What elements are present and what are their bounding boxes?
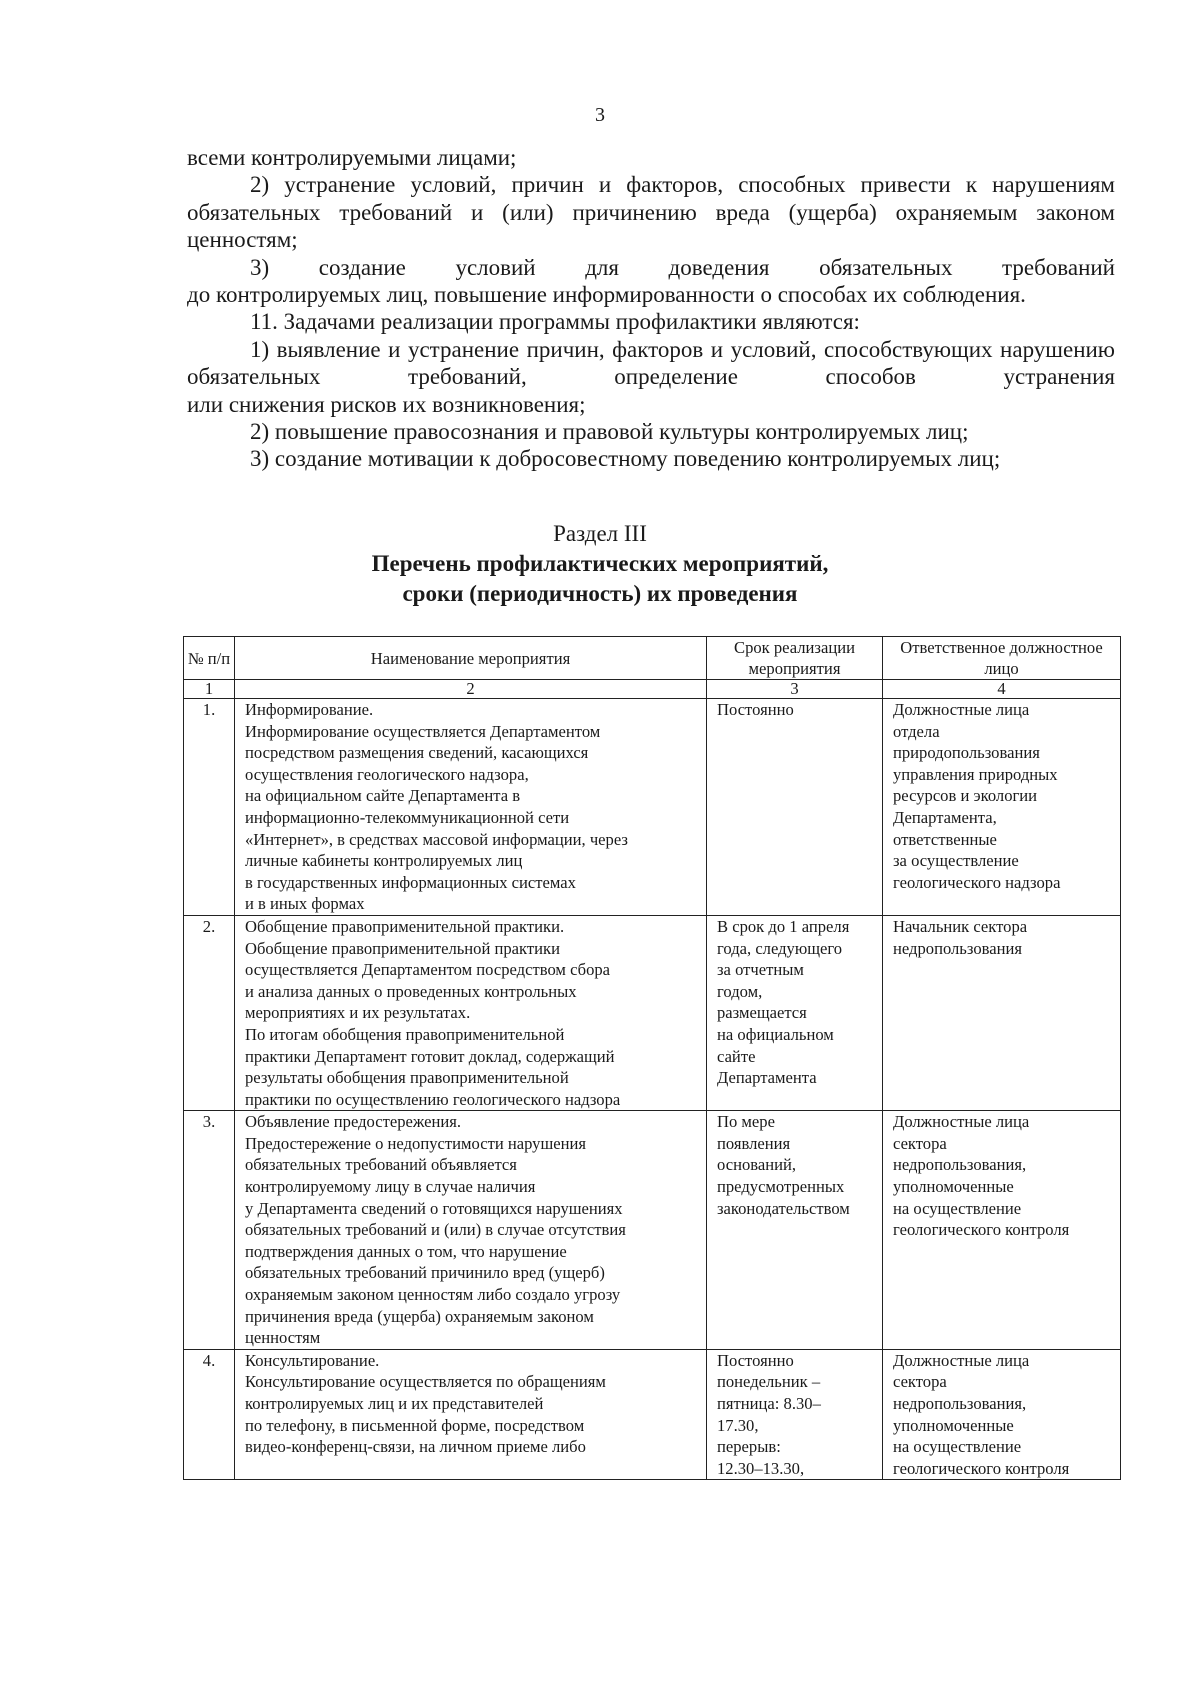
section-heading [0, 519, 1200, 609]
table-row [184, 915, 1121, 1110]
measure-responsible: Должностные лица сектора недропользования, уполномоченные на осуществление геологического контроля [883, 1349, 1121, 1480]
row-number: 4. [184, 1349, 235, 1480]
measure-responsible: Должностные лица сектора недропользования, уполномоченные на осуществление геологического контроля [883, 1111, 1121, 1350]
paragraph: всеми контролируемыми лицами; [187, 145, 517, 170]
header-cell-responsible: Ответственное должностное лицо [883, 637, 1121, 680]
row-number: 3. [184, 1111, 235, 1350]
column-number: 4 [883, 680, 1121, 699]
header-cell-term: Срок реализации мероприятия [707, 637, 883, 680]
measures-table [183, 636, 1121, 1480]
section-title-line-2: сроки (периодичность) их проведения [402, 581, 798, 606]
column-number: 2 [235, 680, 707, 699]
paragraph: 3) создание условий для доведения обязательных требований [250, 254, 1115, 280]
paragraph: 2) повышение правосознания и правовой культуры контролируемых лиц; [250, 419, 969, 445]
row-number: 2. [184, 915, 235, 1110]
table-column-numbers-row [184, 680, 1121, 699]
table-header-row [184, 637, 1121, 680]
page-number: 3 [595, 104, 605, 126]
body-text [187, 144, 1115, 473]
measure-name: Объявление предостережения. Предостережение о недопустимости нарушения обязательных требований объявляется контролируемому лицу в случае наличия у Департамента сведений о готовящихся нарушениях обязательных требований и (или) в случае отсутствия подтверждения данных о том, что нарушение обязательных требований причинило вред (ущерб) охраняемым законом ценностям либо создало угрозу причинения вреда (ущерба) охраняемым законом ценностям [235, 1111, 707, 1350]
header-cell-name: Наименование мероприятия [235, 637, 707, 680]
column-number: 1 [184, 680, 235, 699]
measure-name: Консультирование. Консультирование осуществляется по обращениям контролируемых лиц и их представителей по телефону, в письменной форме, посредством видео-конференц-связи, на личном приеме либо [235, 1349, 707, 1480]
measure-term: По мере появления оснований, предусмотренных законодательством [707, 1111, 883, 1350]
measure-responsible: Должностные лица отдела природопользования управления природных ресурсов и экологии Департамента, ответственные за осуществление геологического надзора [883, 699, 1121, 916]
paragraph: до контролируемых лиц, повышение информированности о способах их соблюдения. [187, 282, 1026, 308]
paragraph: 1) выявление и устранение причин, факторов и условий, способствующих нарушению обязательных требований, определение способов устранения [187, 336, 1115, 390]
table-row [184, 1349, 1121, 1480]
section-label: Раздел III [553, 521, 647, 546]
measure-name: Информирование. Информирование осуществляется Департаментом посредством размещения сведений, касающихся осуществления геологического надзора, на официальном сайте Департамента в информационно-телекоммуникационной сети «Интернет», в средствах массовой информации, через личные кабинеты контролируемых лиц в государственных информационных системах и в иных формах [235, 699, 707, 916]
measure-responsible: Начальник сектора недропользования [883, 915, 1121, 1110]
measure-term: Постоянно [707, 699, 883, 916]
row-number: 1. [184, 699, 235, 916]
table-row [184, 1111, 1121, 1350]
header-cell-number: № п/п [184, 637, 235, 680]
paragraph: 2) устранение условий, причин и факторов, способных привести к нарушениям обязательных требований и (или) причинению вреда (ущерба) охраняемым законом ценностям; [187, 172, 1115, 253]
column-number: 3 [707, 680, 883, 699]
table-row [184, 699, 1121, 916]
measure-name: Обобщение правоприменительной практики. Обобщение правоприменительной практики осуществляется Департаментом посредством сбора и анализа данных о проведенных контрольных мероприятиях и их результатах. По итогам обобщения правоприменительной практики Департамент готовит доклад, содержащий результаты обобщения правоприменительной практики по осуществлению геологического надзора [235, 915, 707, 1110]
measure-term: В срок до 1 апреля года, следующего за отчетным годом, размещается на официальном сайте Департамента [707, 915, 883, 1110]
paragraph: 3) создание мотивации к добросовестному поведению контролируемых лиц; [250, 446, 1001, 472]
section-title-line-1: Перечень профилактических мероприятий, [371, 551, 829, 576]
measure-term: Постоянно понедельник – пятница: 8.30– 17.30, перерыв: 12.30–13.30, [707, 1349, 883, 1480]
paragraph: или снижения рисков их возникновения; [187, 391, 586, 417]
paragraph: 11. Задачами реализации программы профилактики являются: [250, 309, 860, 335]
